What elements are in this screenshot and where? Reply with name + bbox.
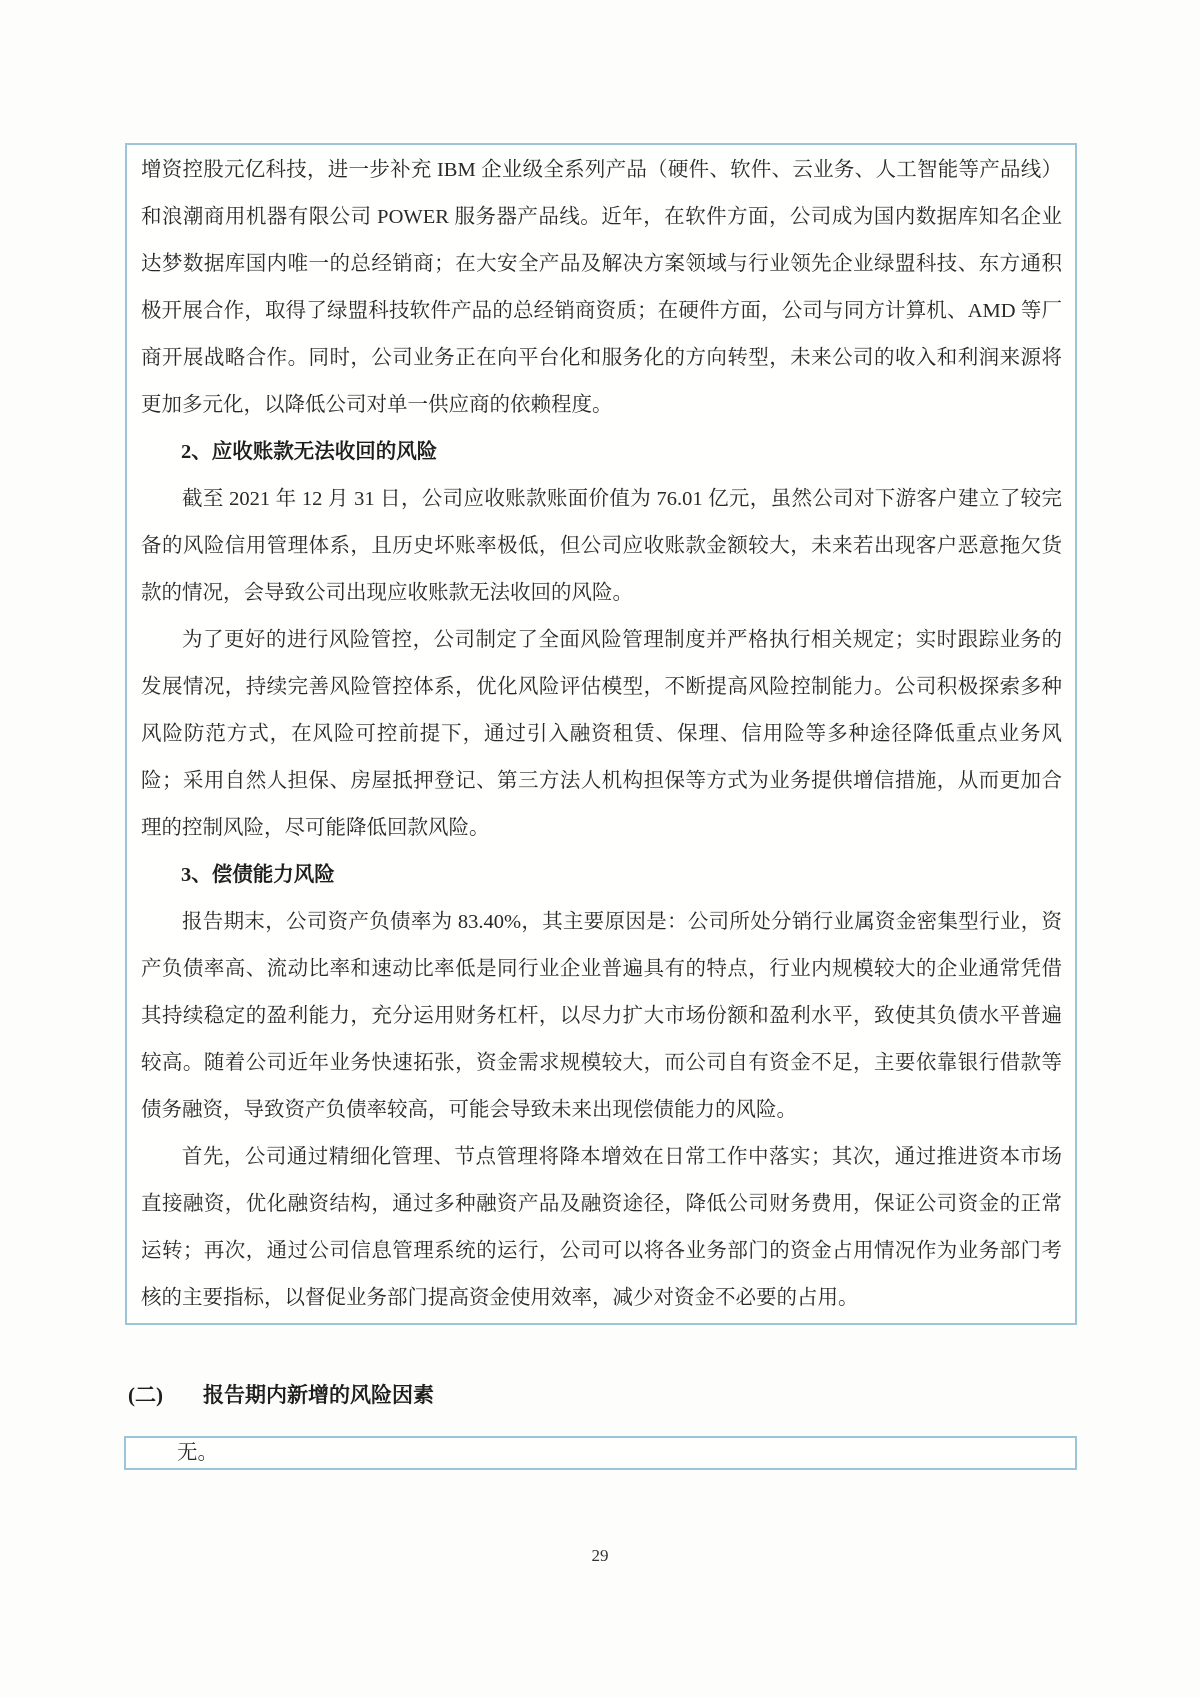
risk-heading: 3、偿债能力风险 [181,864,335,886]
section-heading-new-risks [128,1379,434,1409]
risk-paragraph: 截至 2021 年 12 月 31 日，公司应收账款账面价值为 76.01 亿元，虽然公司对下游客户建立了较完备的风险信用管理体系，且历史坏账率极低，但公司应收账款金额较大，未来若出现客户恶意拖欠货款的情况，会导致公司出现应收账款无法收回的风险。 [141,488,1062,604]
page-number: 29 [591,1546,609,1565]
risk-heading: 2、应收账款无法收回的风险 [181,441,438,463]
risk-factor-box [125,143,1077,1325]
new-risks-content-box [124,1436,1077,1470]
risk-paragraph: 为了更好的进行风险管控，公司制定了全面风险管理制度并严格执行相关规定；实时跟踪业务的发展情况，持续完善风险管控体系，优化风险评估模型，不断提高风险控制能力。公司积极探索多种风险防范方式，在风险可控前提下，通过引入融资租赁、保理、信用险等多种途径降低重点业务风险；采用自然人担保、房屋抵押登记、第三方法人机构担保等方式为业务提供增信措施，从而更加合理的控制风险，尽可能降低回款风险。 [141,629,1062,839]
none-text: 无。 [177,1442,218,1464]
risk-paragraph: 报告期末，公司资产负债率为 83.40%，其主要原因是：公司所处分销行业属资金密集型行业，资产负债率高、流动比率和速动比率低是同行业企业普遍具有的特点，行业内规模较大的企业通常凭借其持续稳定的盈利能力，充分运用财务杠杆，以尽力扩大市场份额和盈利水平，致使其负债水平普遍较高。随着公司近年业务快速拓张，资金需求规模较大，而公司自有资金不足，主要依靠银行借款等债务融资，导致资产负债率较高，可能会导致未来出现偿债能力的风险。 [141,911,1062,1121]
risk-paragraph: 增资控股元亿科技，进一步补充 IBM 企业级全系列产品（硬件、软件、云业务、人工智能等产品线）和浪潮商用机器有限公司 POWER 服务器产品线。近年，在软件方面，公司成为国内数据库知名企业达梦数据库国内唯一的总经销商；在大安全产品及解决方案领域与行业领先企业绿盟科技、东方通积极开展合作，取得了绿盟科技软件产品的总经销商资质；在硬件方面，公司与同方计算机、AMD 等厂商开展战略合作。同时，公司业务正在向平台化和服务化的方向转型，未来公司的收入和利润来源将更加多元化，以降低公司对单一供应商的依赖程度。 [141,159,1062,416]
section-title: 报告期内新增的风险因素 [203,1383,434,1407]
risk-paragraph: 首先，公司通过精细化管理、节点管理将降本增效在日常工作中落实；其次，通过推进资本市场直接融资，优化融资结构，通过多种融资产品及融资途径，降低公司财务费用，保证公司资金的正常运转；再次，通过公司信息管理系统的运行，公司可以将各业务部门的资金占用情况作为业务部门考核的主要指标，以督促业务部门提高资金使用效率，减少对资金不必要的占用。 [141,1146,1062,1309]
section-number: (二) [128,1383,163,1407]
